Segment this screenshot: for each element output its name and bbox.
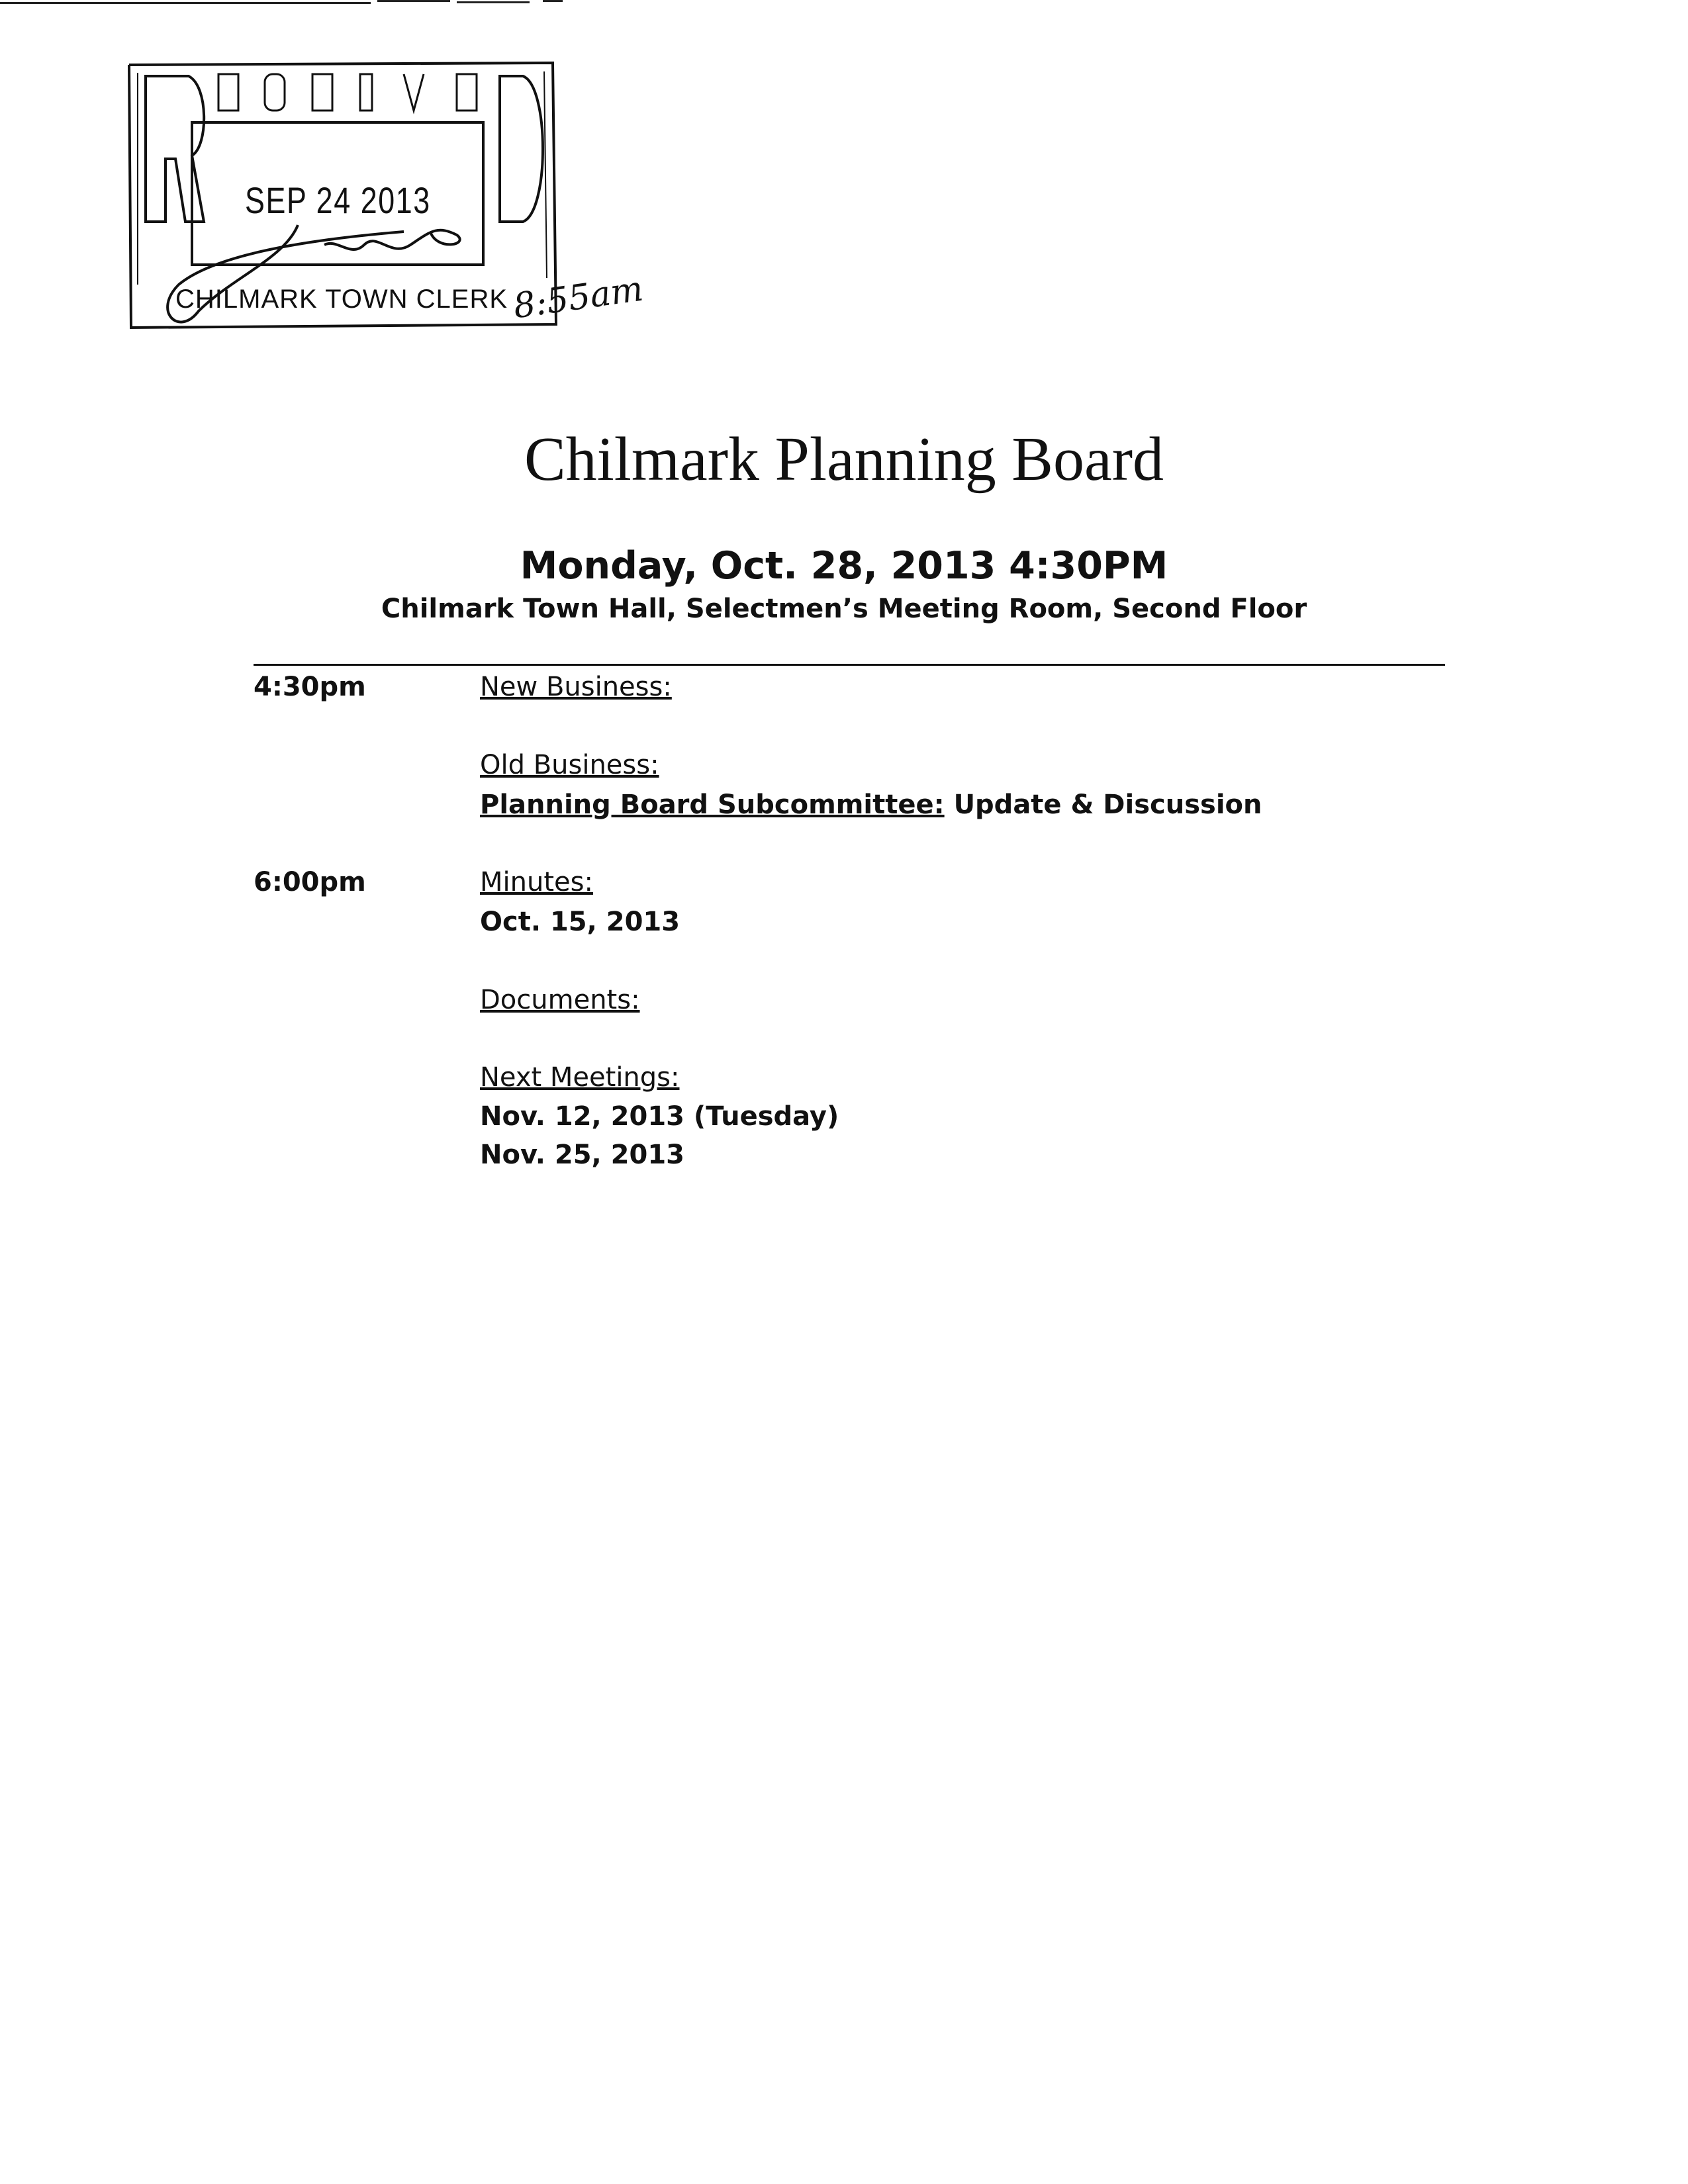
meeting-location: Chilmark Town Hall, Selectmen’s Meeting Room, Second Floor [381,594,1307,624]
meeting-date-time: Monday, Oct. 28, 2013 4:30PM [520,544,1168,588]
stamp-time-note: 8:55am [510,269,646,327]
subcommittee-rest: Update & Discussion [944,790,1262,820]
old-business-heading: Old Business: [480,750,659,780]
subcommittee-label: Planning Board Subcommittee: [480,790,945,820]
subcommittee-item [480,790,1262,820]
agenda-time-2: 6:00pm [254,867,366,897]
page-title: Chilmark Planning Board [524,425,1164,494]
minutes-date: Oct. 15, 2013 [480,907,680,937]
minutes-heading: Minutes: [480,867,593,897]
agenda-time-1: 4:30pm [254,672,366,702]
stamp-clerk-label: CHILMARK TOWN CLERK [175,285,508,314]
stamp-date: SEP 24 2013 [245,179,431,221]
next-meeting-2: Nov. 25, 2013 [480,1140,685,1170]
new-business-heading: New Business: [480,672,672,702]
next-meetings-heading: Next Meetings: [480,1062,680,1093]
next-meeting-1: Nov. 12, 2013 (Tuesday) [480,1101,839,1132]
documents-heading: Documents: [480,985,640,1015]
